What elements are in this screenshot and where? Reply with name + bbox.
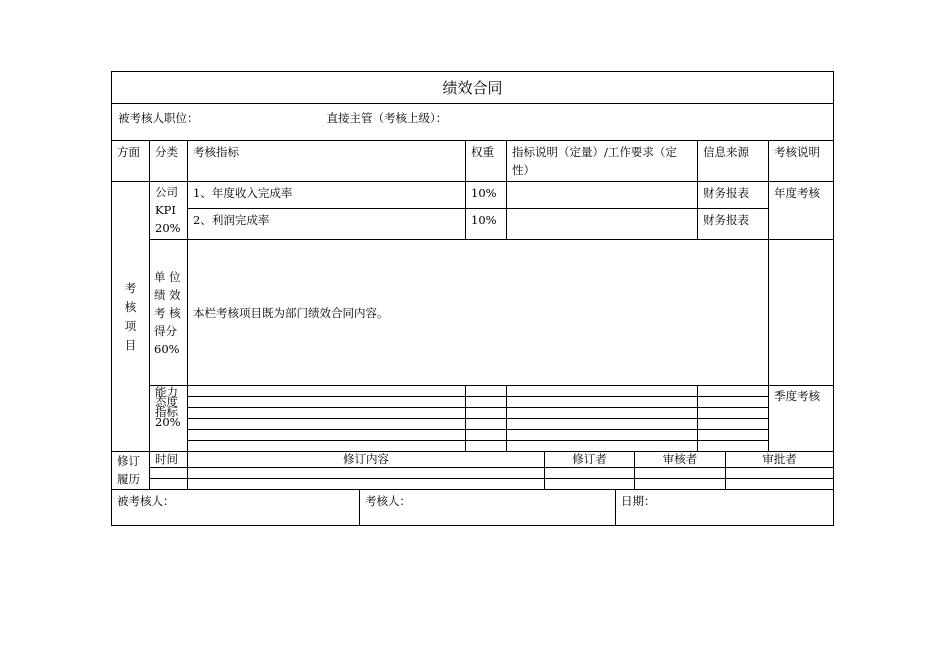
signature-table bbox=[111, 490, 834, 526]
ability-cell bbox=[507, 441, 698, 452]
revision-cell bbox=[545, 468, 635, 479]
kpi-indicator-2: 2、利润完成率 bbox=[188, 209, 466, 240]
ability-cell bbox=[188, 430, 466, 441]
kpi-description-1 bbox=[507, 182, 698, 209]
ability-cell bbox=[466, 386, 507, 397]
document-title: 绩效合同 bbox=[112, 72, 834, 104]
kpi-weight-2: 10% bbox=[466, 209, 507, 240]
supervisor-label: 直接主管（考核上级）： bbox=[326, 111, 448, 125]
ability-cell bbox=[507, 419, 698, 430]
col-description: 指标说明（定量）/工作要求（定性） bbox=[507, 141, 698, 182]
revision-cell bbox=[726, 479, 834, 490]
ability-cell bbox=[188, 419, 466, 430]
ability-cell bbox=[188, 408, 466, 419]
unit-content: 本栏考核项目既为部门绩效合同内容。 bbox=[188, 240, 769, 386]
ability-cell bbox=[698, 408, 769, 419]
kpi-source-2: 财务报表 bbox=[698, 209, 769, 240]
revision-content-header: 修订内容 bbox=[188, 452, 545, 468]
col-category: 分类 bbox=[150, 141, 188, 182]
assessee-signature: 被考核人： bbox=[112, 490, 360, 525]
contract-table bbox=[111, 71, 834, 452]
col-note: 考核说明 bbox=[769, 141, 834, 182]
kpi-note: 年度考核 bbox=[769, 182, 834, 240]
kpi-indicator-1: 1、年度收入完成率 bbox=[188, 182, 466, 209]
date-field: 日期： bbox=[616, 490, 834, 525]
col-indicator: 考核指标 bbox=[188, 141, 466, 182]
revision-cell bbox=[726, 468, 834, 479]
revision-cell bbox=[150, 468, 188, 479]
ability-cell bbox=[466, 430, 507, 441]
ability-note: 季度考核 bbox=[769, 386, 834, 452]
ability-cell bbox=[507, 430, 698, 441]
kpi-source-1: 财务报表 bbox=[698, 182, 769, 209]
revision-cell bbox=[635, 479, 726, 490]
col-aspect: 方面 bbox=[112, 141, 150, 182]
revision-table bbox=[111, 452, 834, 490]
assessor-signature: 考核人： bbox=[360, 490, 616, 525]
revision-time-header: 时间 bbox=[150, 452, 188, 468]
ability-cell bbox=[507, 386, 698, 397]
unit-source bbox=[769, 240, 834, 386]
ability-cell bbox=[698, 386, 769, 397]
revision-label: 修订 履历 bbox=[112, 452, 150, 490]
ability-cell bbox=[466, 419, 507, 430]
unit-category: 单 位 绩 效 考 核 得分 60% bbox=[150, 240, 188, 386]
performance-contract bbox=[111, 71, 833, 526]
assessment-items-label: 考 核 项 目 bbox=[112, 182, 150, 452]
ability-cell bbox=[466, 441, 507, 452]
ability-cell bbox=[188, 397, 466, 408]
col-weight: 权重 bbox=[466, 141, 507, 182]
ability-cell bbox=[698, 419, 769, 430]
header-row bbox=[112, 104, 834, 141]
kpi-weight-1: 10% bbox=[466, 182, 507, 209]
col-source: 信息来源 bbox=[698, 141, 769, 182]
revision-reviewer-header: 审核者 bbox=[635, 452, 726, 468]
ability-category: 能力 态度 指标 20% bbox=[150, 386, 188, 452]
revision-cell bbox=[188, 468, 545, 479]
revision-cell bbox=[150, 479, 188, 490]
revision-approver-header: 审批者 bbox=[726, 452, 834, 468]
revision-cell bbox=[545, 479, 635, 490]
ability-cell bbox=[466, 408, 507, 419]
revision-reviser-header: 修订者 bbox=[545, 452, 635, 468]
ability-cell bbox=[188, 386, 466, 397]
ability-cell bbox=[698, 430, 769, 441]
ability-cell bbox=[507, 408, 698, 419]
ability-cell bbox=[188, 441, 466, 452]
revision-cell bbox=[188, 479, 545, 490]
ability-cell bbox=[698, 397, 769, 408]
kpi-category: 公司 KPI 20% bbox=[150, 182, 188, 240]
revision-cell bbox=[635, 468, 726, 479]
position-label: 被考核人职位： bbox=[118, 111, 199, 125]
kpi-description-2 bbox=[507, 209, 698, 240]
ability-cell bbox=[466, 397, 507, 408]
ability-cell bbox=[698, 441, 769, 452]
ability-cell bbox=[507, 397, 698, 408]
